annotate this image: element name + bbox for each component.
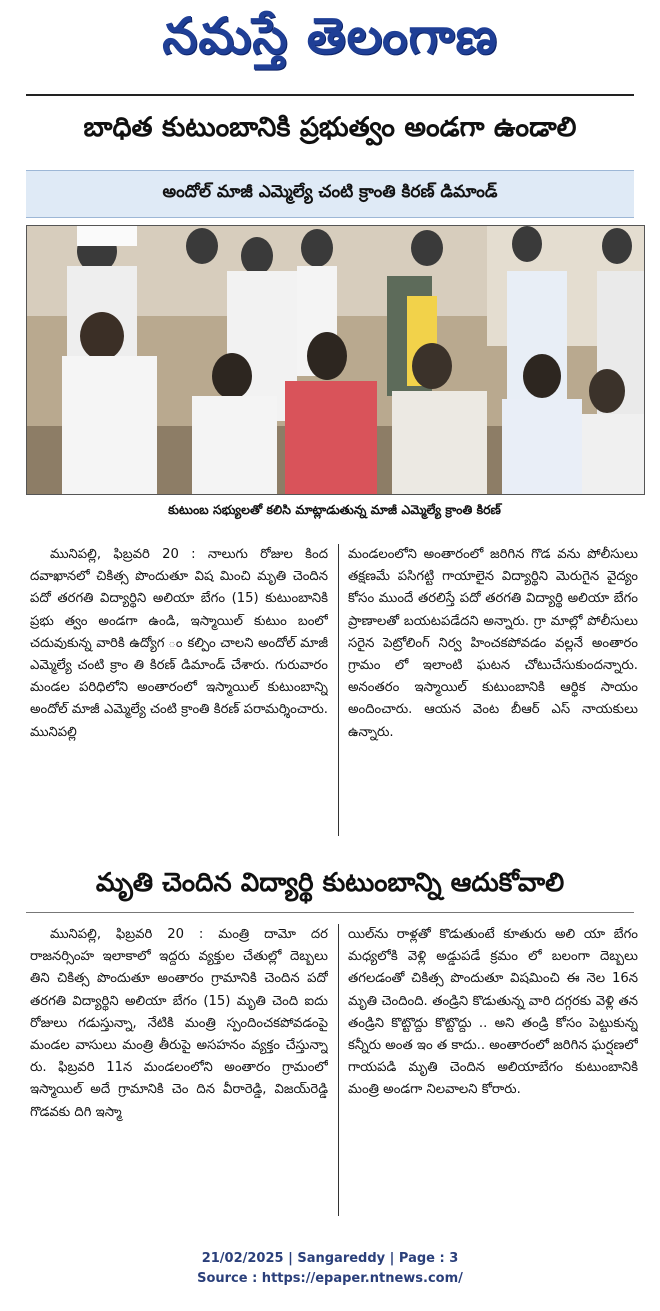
story1-left-column [30, 544, 328, 844]
column-divider [338, 924, 339, 1216]
story2-right-column [348, 924, 638, 1224]
story1-headline: బాధిత కుటుంబానికి ప్రభుత్వం అండగా ఉండాలి [83, 112, 577, 143]
story1-left-text: మునిపల్లి, ఫిబ్రవరి 20 : నాలుగు రోజుల కింద దవాఖానలో చికిత్స పొందుతూ విష మించి మృతి చెందిన పదో తరగతి విద్యార్థిని అలియా బేగం (15) కుటుంబానికి ప్రభు త్వం అండగా ఉండి, ఇస్మాయిల్ కుటుం బంలో చదువుకున్న వారికి ఉద్యోగ ం కల్పిం చాలని అందోల్ మాజీ ఎమ్మెల్యే చంటి క్రాం తి కిరణ్ డిమాండ్ చేశారు. గురువారం మండల పరిధిలోని అంతారంలో ఇస్మాయిల్ కుటుంబాన్ని అందోల్ మాజీ ఎమ్మెల్యే చంటి క్రాంతి కిరణ్ పరామర్శించారు. మునిపల్లి [30, 547, 328, 740]
divider [26, 94, 634, 96]
photo-caption [26, 497, 643, 525]
edition-line: 21/02/2025 | Sangareddy | Page : 3 [201, 1251, 459, 1266]
column-divider [338, 544, 339, 836]
divider [26, 912, 634, 913]
photo-caption-text: కుటుంబ సభ్యులతో కలిసి మాట్లాడుతున్న మాజీ ఎమ్మెల్యే క్రాంతి కిరణ్ [168, 501, 501, 517]
story2-headline: మృతి చెందిన విద్యార్థి కుటుంబాన్ని ఆదుకోవాలి [95, 868, 565, 898]
story1-right-text: మండలంలోని అంతారంలో జరిగిన గొడ వను పోలీసులు తక్షణమే పసిగట్టి గాయాలైన విద్యార్థిని మెరుగైన వైద్యం కోసం ముందే తరలిస్తే పదో తరగతి విద్యార్థి అలియా బేగం ప్రాణాలతో బయటపడేదని అన్నారు. గ్రా మాల్లో పోలీసులు సరైన పెట్రోలింగ్ నిర్వ హించకపోవడం వల్లనే అంతారం గ్రామం లో ఇలాంటి ఘటన చోటుచేసుకుందన్నారు. అనంతరం ఇస్మాయిల్ కుటుంబానికి ఆర్థిక సాయం అందించారు. ఆయన వెంట బీఆర్ ఎస్ నాయకులు ఉన్నారు. [348, 547, 638, 740]
story1-right-column [348, 544, 638, 844]
story2-left-column [30, 924, 328, 1224]
story2-right-text: యిల్‌ను రాళ్లతో కొడుతుంటే కూతురు అలి యా బేగం మధ్యలోకి వెళ్లి అడ్డుపడే క్రమం లో బలంగా దెబ్బలు తగలడంతో చికిత్స పొందుతూ విషమించి ఈ నెల 16న మృతి చెందింది. తండ్రిని కొడుతున్న వారి దగ్గరకు వెళ్లి తన తండ్రిని కొట్టొద్దు కొట్టొద్దు .. అని తండ్రి కోసం పెట్టుకున్న కన్నీరు అంత ఇం త కాదు.. అంతారంలో జరిగిన ఘర్షణలో గాయపడి మృతి చెందిన అలియాబేగం కుటుంబానికి మంత్రి అండగా నిలవాలని కోరారు. [348, 927, 638, 1098]
source-line: Source : https://epaper.ntnews.com/ [197, 1271, 463, 1286]
story1-deck [26, 170, 634, 218]
story1-deck-text: అందోల్ మాజీ ఎమ్మెల్యే చంటి క్రాంతి కిరణ్ డిమాండ్ [162, 182, 498, 202]
story2-left-text: మునిపల్లి, ఫిబ్రవరి 20 : మంత్రి దామో దర రాజనర్సింహ ఇలాకాలో ఇద్దరు వ్యక్తుల చేతుల్లో దెబ్బలు తిని చికిత్స పొందుతూ అంతారం గ్రామానికి చెందిన పదో తరగతి విద్యార్థిని అలియా బేగం (15) మృతి చెంది ఐదు రోజులు గడుస్తున్నా, నేటికి మంత్రి స్పందించకపోవడంపై మండల వాసులు మంత్రి తీరుపై అసహనం వ్యక్తం చేస్తున్నా రు. ఫిబ్రవరి 11న మండలంలోని అంతారం గ్రామంలో ఇస్మాయిల్ అదే గ్రామానికి చెం దిన వీరారెడ్డి, విజయ్‌రెడ్డి గొడవకు దిగి ఇస్మా [30, 927, 328, 1120]
masthead [0, 8, 660, 76]
news-photo [26, 225, 645, 495]
newspaper-logo: నమస్తే తెలంగాణ [162, 6, 498, 65]
